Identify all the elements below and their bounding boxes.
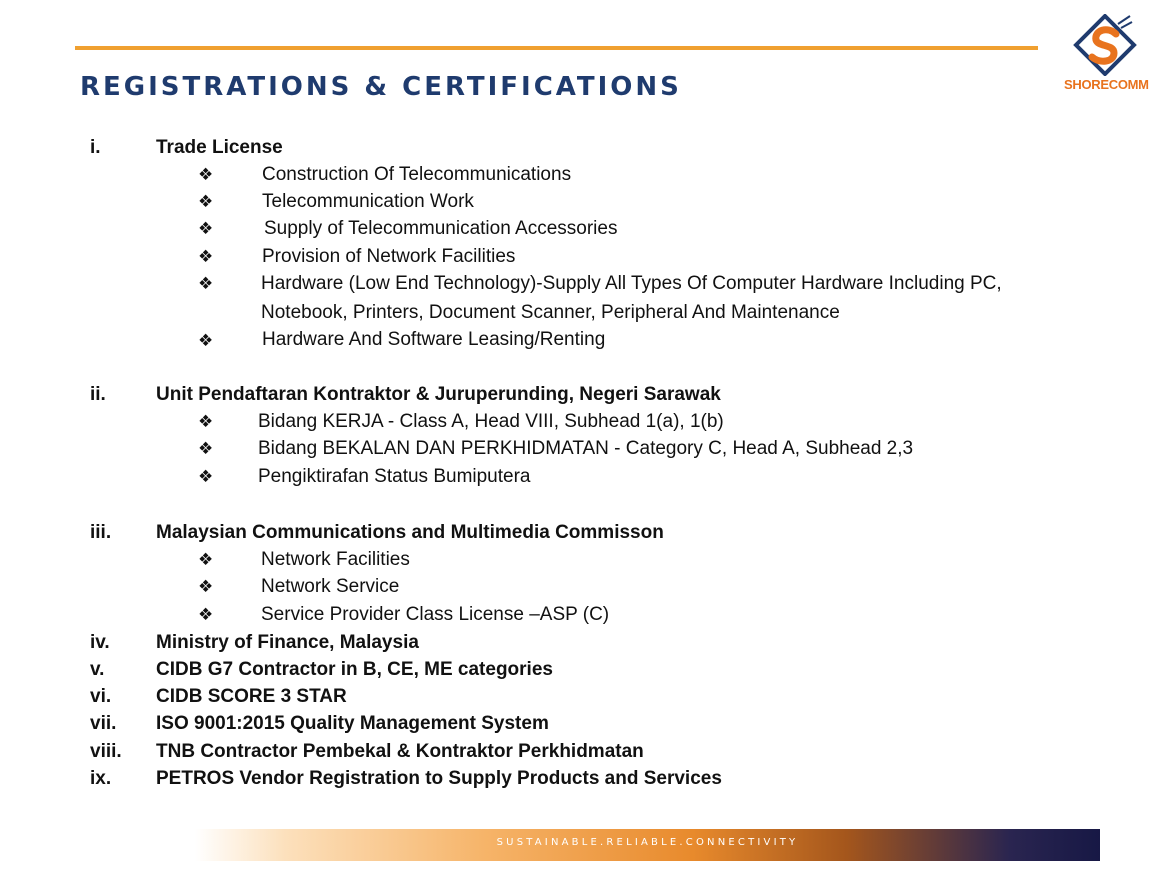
list-number: vi. xyxy=(90,686,112,707)
list-item: Telecommunication Work xyxy=(262,191,474,212)
list-item: Network Facilities xyxy=(261,549,410,570)
section-title: Unit Pendaftaran Kontraktor & Juruperunding, Negeri Sarawak xyxy=(156,384,721,405)
footer-tagline: SUSTAINABLE.RELIABLE.CONNECTIVITY xyxy=(496,837,799,848)
list-item-continuation: Notebook, Printers, Document Scanner, Peripheral And Maintenance xyxy=(261,302,840,323)
diamond-bullet-icon: ❖ xyxy=(198,192,214,212)
section-title: CIDB SCORE 3 STAR xyxy=(156,686,347,707)
footer-banner xyxy=(195,829,1100,861)
diamond-bullet-icon: ❖ xyxy=(198,467,214,487)
diamond-bullet-icon: ❖ xyxy=(198,605,214,625)
list-item: Service Provider Class License –ASP (C) xyxy=(261,604,610,625)
list-number: ix. xyxy=(90,768,112,789)
diamond-bullet-icon: ❖ xyxy=(198,274,214,294)
list-item: Network Service xyxy=(261,576,400,597)
list-number: iv. xyxy=(90,632,110,653)
section-title: Malaysian Communications and Multimedia Commisson xyxy=(156,522,664,543)
section-title: CIDB G7 Contractor in B, CE, ME categories xyxy=(156,659,553,680)
list-number: vii. xyxy=(90,713,117,734)
list-number: i. xyxy=(90,137,101,158)
shorecomm-logo-icon xyxy=(1072,14,1138,76)
diamond-bullet-icon: ❖ xyxy=(198,219,214,239)
list-item: Pengiktirafan Status Bumiputera xyxy=(258,466,531,487)
section-title: Trade License xyxy=(156,137,283,158)
diamond-bullet-icon: ❖ xyxy=(198,412,214,432)
list-number: iii. xyxy=(90,522,112,543)
page-title: REGISTRATIONS & CERTIFICATIONS xyxy=(80,72,682,102)
list-item: Provision of Network Facilities xyxy=(262,246,516,267)
logo-wordmark: SHORECOMM xyxy=(1064,77,1149,92)
list-item: Construction Of Telecommunications xyxy=(262,164,572,185)
diamond-bullet-icon: ❖ xyxy=(198,439,214,459)
list-item: Bidang KERJA - Class A, Head VIII, Subhead 1(a), 1(b) xyxy=(258,411,724,432)
diamond-bullet-icon: ❖ xyxy=(198,331,214,351)
list-item: Bidang BEKALAN DAN PERKHIDMATAN - Category C, Head A, Subhead 2,3 xyxy=(258,438,914,459)
section-title: ISO 9001:2015 Quality Management System xyxy=(156,713,549,734)
diamond-bullet-icon: ❖ xyxy=(198,550,214,570)
list-item: Hardware (Low End Technology)-Supply All Types Of Computer Hardware Including PC, xyxy=(261,273,1002,294)
list-item: Supply of Telecommunication Accessories xyxy=(264,218,618,239)
section-title: PETROS Vendor Registration to Supply Products and Services xyxy=(156,768,722,789)
company-logo xyxy=(1062,14,1175,98)
section-title: TNB Contractor Pembekal & Kontraktor Perkhidmatan xyxy=(156,741,644,762)
list-number: ii. xyxy=(90,384,106,405)
list-number: v. xyxy=(90,659,105,680)
diamond-bullet-icon: ❖ xyxy=(198,577,214,597)
list-number: viii. xyxy=(90,741,122,762)
header-accent-rule xyxy=(75,46,1038,50)
diamond-bullet-icon: ❖ xyxy=(198,165,214,185)
diamond-bullet-icon: ❖ xyxy=(198,247,214,267)
section-title: Ministry of Finance, Malaysia xyxy=(156,632,419,653)
list-item: Hardware And Software Leasing/Renting xyxy=(262,329,606,350)
